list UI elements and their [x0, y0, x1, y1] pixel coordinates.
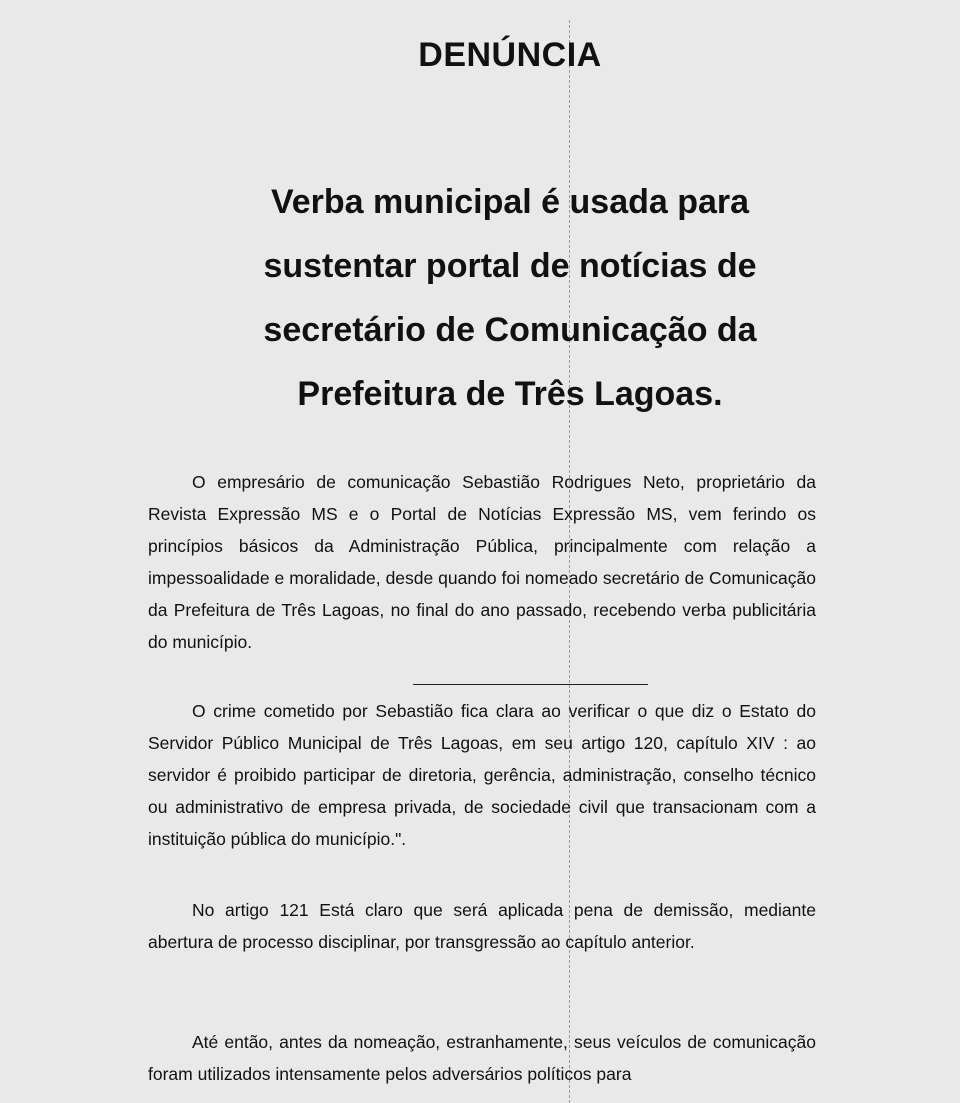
paragraph-1: O empresário de comunicação Sebastião Rodrigues Neto, proprietário da Revista Expressão MS e o Portal de Notícias Expressão MS, vem ferindo os princípios básicos da Administração Pública, principalmente com relação a impessoalidade e moralidade, desde quando foi nomeado secretário de Comunicação da Prefeitura de Três Lagoas, no final do ano passado, recebendo verba publicitária do município. — [148, 472, 816, 652]
paragraph-3: No artigo 121 Está claro que será aplicada pena de demissão, mediante abertura de processo disciplinar, por transgressão ao capítulo anterior. — [148, 900, 816, 952]
headline: Verba municipal é usada para sustentar portal de notícias de secretário de Comunicação da Prefeitura de Três Lagoas. — [263, 183, 757, 413]
document-title: DENÚNCIA — [418, 36, 602, 74]
paragraph-4: Até então, antes da nomeação, estranhamente, seus veículos de comunicação foram utilizados intensamente pelos adversários políticos para — [148, 1032, 816, 1084]
separator-rule — [413, 684, 648, 685]
paragraph-2: O crime cometido por Sebastião fica clara ao verificar o que diz o Estato do Servidor Público Municipal de Três Lagoas, em seu artigo 120, capítulo XIV : ao servidor é proibido participar de diretoria, gerência, administração, conselho técnico ou administrativo de empresa privada, de sociedade civil que transacionam com a instituição pública do município.". — [148, 701, 816, 849]
